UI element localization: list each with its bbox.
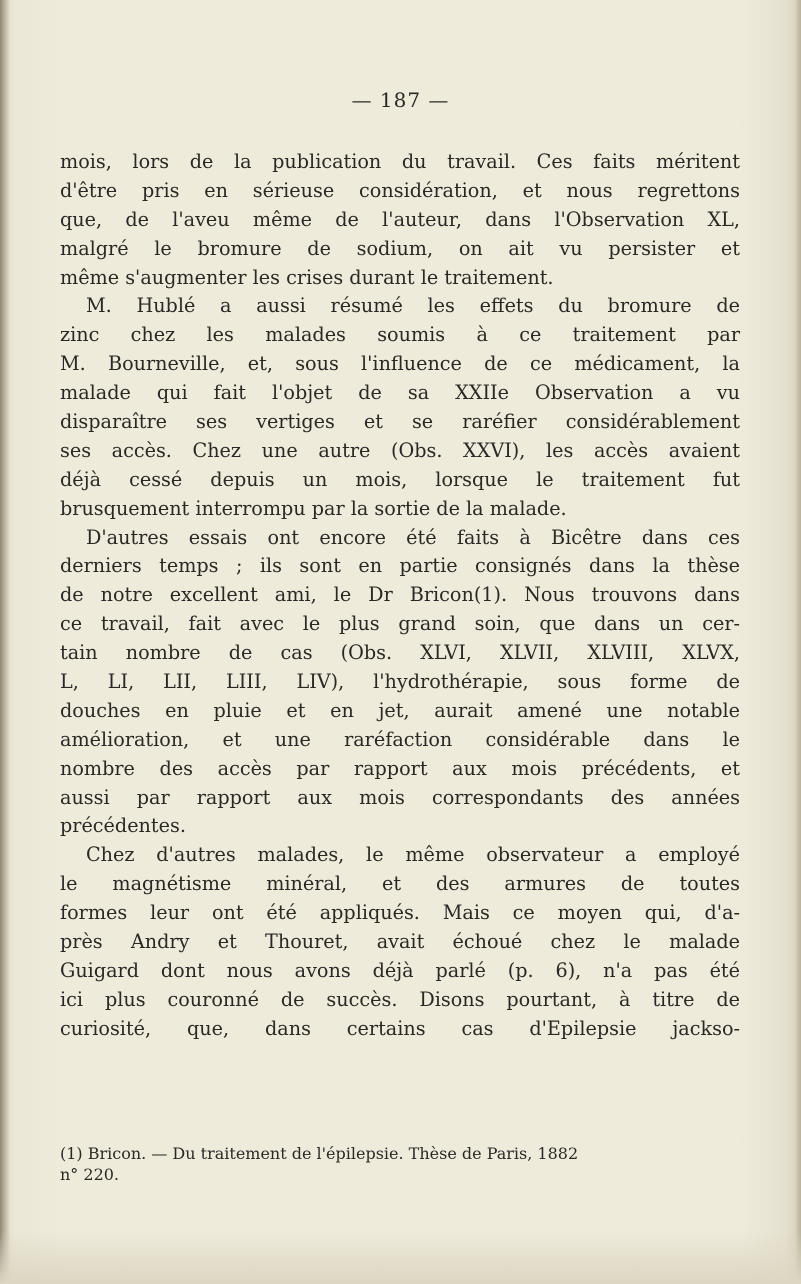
page-edge [795,0,801,1284]
body-line: ce travail, fait avec le plus grand soin, que dans un cer- [60,612,740,636]
footnote-line: (1) Bricon. — Du traitement de l'épilepsie. Thèse de Paris, 1882 [60,1144,579,1163]
body-line: malade qui fait l'objet de sa XXIIe Observation a vu [60,381,740,405]
body-line: tain nombre de cas (Obs. XLVI, XLVII, XLVIII, XLVX, [60,641,740,665]
body-line: zinc chez les malades soumis à ce traitement par [60,323,740,347]
body-line: amélioration, et une raréfaction considérable dans le [60,727,740,751]
body-line: Chez d'autres malades, le même observateur a employé [86,843,740,867]
footnote [60,1143,740,1185]
body-line: aussi par rapport aux mois correspondants des années [60,785,740,809]
body-line: déjà cessé depuis un mois, lorsque le traitement fut [60,467,740,491]
body-line: ici plus couronné de succès. Disons pourtant, à titre de [60,987,740,1011]
body-line: formes leur ont été appliqués. Mais ce moyen qui, d'a- [60,901,740,925]
body-line: d'être pris en sérieuse considération, et nous regrettons [60,178,740,202]
body-line: douches en pluie et en jet, aurait amené une notable [60,698,740,722]
body-line: Guigard dont nous avons déjà parlé (p. 6), n'a pas été [60,958,740,982]
body-line: brusquement interrompu par la sortie de la malade. [60,496,567,520]
footnote-line: n° 220. [60,1165,120,1184]
body-line: de notre excellent ami, le Dr Bricon(1). Nous trouvons dans [60,583,740,607]
body-line: précédentes. [60,814,186,838]
body-line: M. Bourneville, et, sous l'influence de ce médicament, la [60,352,740,376]
body-line: nombre des accès par rapport aux mois précédents, et [60,756,740,780]
body-line: disparaître ses vertiges et se raréfier considérablement [60,410,740,434]
body-line: curiosité, que, dans certains cas d'Epilepsie jackso- [60,1016,740,1040]
body-line: L, LI, LII, LIII, LIV), l'hydrothérapie, sous forme de [60,670,740,694]
body-line: que, de l'aveu même de l'auteur, dans l'Observation XL, [60,207,740,231]
body-line: le magnétisme minéral, et des armures de toutes [60,872,740,896]
bottom-shade [0,1230,801,1284]
body-line: M. Hublé a aussi résumé les effets du bromure de [86,294,740,318]
page-number: — 187 — [351,88,450,112]
body-line: D'autres essais ont encore été faits à Bicêtre dans ces [86,525,740,549]
binding-shadow [0,0,10,1284]
body-line: même s'augmenter les crises durant le traitement. [60,265,554,289]
body-line: mois, lors de la publication du travail. Ces faits méritent [60,150,740,173]
body-line: malgré le bromure de sodium, on ait vu persister et [60,236,740,260]
body-line: derniers temps ; ils sont en partie consignés dans la thèse [60,554,740,578]
body-text [60,148,740,1044]
body-line: près Andry et Thouret, avait échoué chez le malade [60,930,740,954]
body-line: ses accès. Chez une autre (Obs. XXVI), les accès avaient [60,438,740,462]
